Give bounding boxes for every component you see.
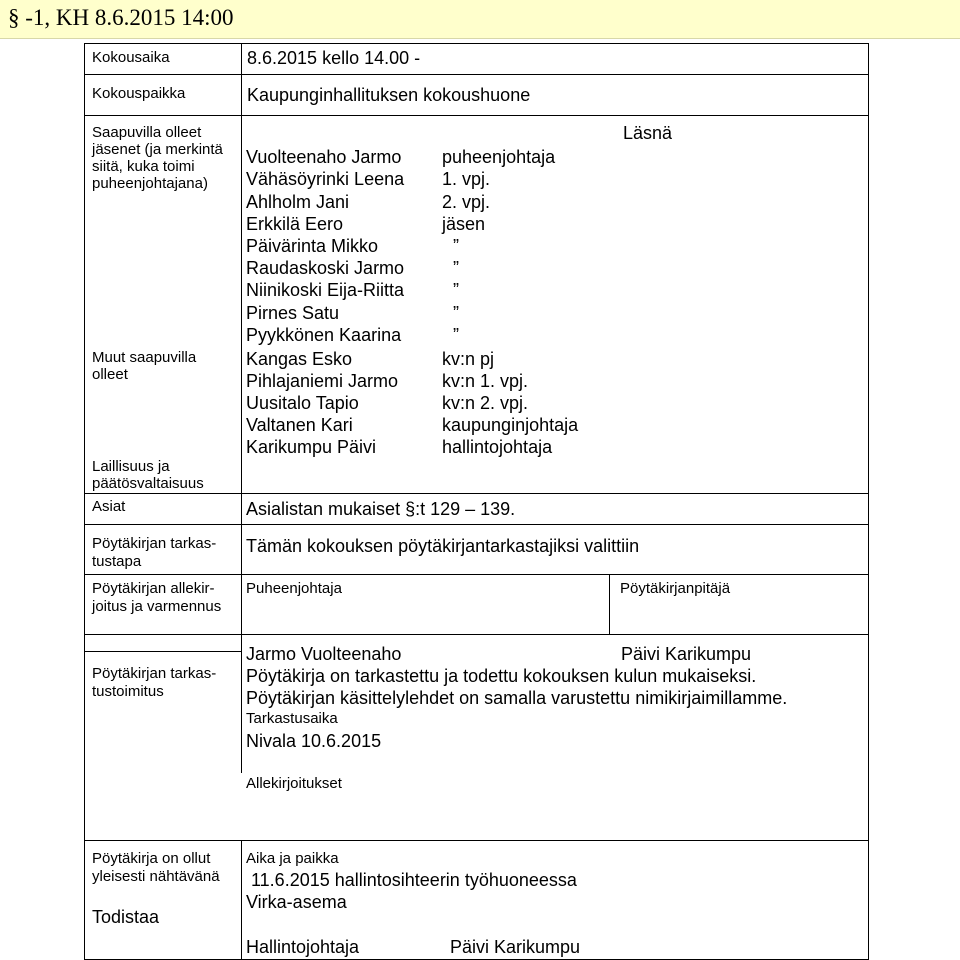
other-role: hallintojohtaja	[442, 437, 553, 457]
inspection-method-label-line: Pöytäkirjan tarkas-	[92, 535, 217, 552]
meeting-time-label: Kokousaika	[92, 49, 170, 66]
display-signer-name: Päivi Karikumpu	[450, 937, 581, 957]
others-label-line: olleet	[92, 366, 128, 383]
member-name: Vähäsöyrinki Leena	[246, 169, 405, 189]
others-label-line: Muut saapuvilla	[92, 349, 197, 366]
member-role: ”	[453, 236, 459, 256]
chair-name: Jarmo Vuolteenaho	[246, 644, 402, 664]
meeting-place-label: Kokouspaikka	[92, 85, 186, 102]
table-line	[84, 634, 869, 635]
display-position-label: Virka-asema	[246, 892, 347, 912]
other-name: Valtanen Kari	[246, 415, 353, 435]
inspection-method-label-line: tustapa	[92, 553, 142, 570]
other-name: Pihlajaniemi Jarmo	[246, 371, 399, 391]
matters-label: Asiat	[92, 498, 126, 515]
member-role: ”	[453, 303, 459, 323]
matters-value: Asialistan mukaiset §:t 129 – 139.	[246, 499, 516, 519]
other-name: Karikumpu Päivi	[246, 437, 377, 457]
other-role: kv:n 1. vpj.	[442, 371, 529, 391]
signing-label-line: joitus ja varmennus	[92, 598, 222, 615]
member-role: puheenjohtaja	[442, 147, 556, 167]
member-name: Raudaskoski Jarmo	[246, 258, 405, 278]
legality-label-line: Laillisuus ja	[92, 458, 170, 475]
attendees-label-line: jäsenet (ja merkintä	[92, 141, 223, 158]
table-line	[84, 43, 85, 960]
member-name: Vuolteenaho Jarmo	[246, 147, 402, 167]
table-line	[84, 43, 869, 44]
display-position-value: Hallintojohtaja	[246, 937, 360, 957]
attendees-label-line: Saapuvilla olleet	[92, 124, 202, 141]
member-role: ”	[453, 325, 459, 345]
table-line	[241, 43, 242, 651]
meeting-place-value: Kaupunginhallituksen kokoushuone	[247, 85, 531, 105]
secretary-label: Pöytäkirjanpitäjä	[620, 580, 731, 597]
display-label-line: yleisesti nähtävänä	[92, 868, 220, 885]
display-label-line: Pöytäkirja on ollut	[92, 850, 211, 867]
other-role: kaupunginjohtaja	[442, 415, 579, 435]
table-line	[241, 840, 242, 959]
table-line	[84, 574, 869, 575]
inspection-place-value: Nivala 10.6.2015	[246, 731, 382, 751]
table-line	[241, 651, 242, 773]
document-header	[0, 0, 960, 39]
certify-label: Todistaa	[92, 907, 160, 927]
table-line	[84, 524, 869, 525]
display-time-place-value: 11.6.2015 hallintosihteerin työhuoneessa	[251, 870, 577, 890]
inspection-label-line: Pöytäkirjan tarkas-	[92, 665, 217, 682]
member-role: ”	[453, 258, 459, 278]
legality-label-line: päätösvaltaisuus	[92, 475, 204, 492]
table-line	[609, 574, 610, 634]
inspection-text-line: Pöytäkirjan käsittelylehdet on samalla varustettu nimikirjaimillamme.	[246, 688, 788, 708]
table-line	[84, 651, 242, 652]
other-name: Uusitalo Tapio	[246, 393, 359, 413]
member-name: Erkkilä Eero	[246, 214, 344, 234]
inspection-label-line: tustoimitus	[92, 683, 164, 700]
member-role: ”	[453, 280, 459, 300]
table-line	[84, 115, 869, 116]
other-name: Kangas Esko	[246, 349, 353, 369]
member-name: Niinikoski Eija-Riitta	[246, 280, 405, 300]
member-role: jäsen	[442, 214, 486, 234]
other-role: kv:n 2. vpj.	[442, 393, 529, 413]
member-role: 1. vpj.	[442, 169, 491, 189]
inspection-place-label: Tarkastusaika	[246, 710, 338, 727]
header-title: § -1, KH 8.6.2015 14:00	[8, 5, 234, 30]
present-header: Läsnä	[623, 123, 673, 143]
attendees-label-line: puheenjohtajana)	[92, 175, 208, 192]
attendees-label-line: siitä, kuka toimi	[92, 158, 195, 175]
member-name: Ahlholm Jani	[246, 192, 350, 212]
member-name: Päivärinta Mikko	[246, 236, 379, 256]
table-line	[84, 840, 869, 841]
secretary-name: Päivi Karikumpu	[621, 644, 752, 664]
signatures-label: Allekirjoitukset	[246, 775, 342, 792]
chair-label: Puheenjohtaja	[246, 580, 342, 597]
member-name: Pirnes Satu	[246, 303, 340, 323]
table-line	[84, 74, 869, 75]
member-name: Pyykkönen Kaarina	[246, 325, 402, 345]
signing-label-line: Pöytäkirjan allekir-	[92, 580, 215, 597]
table-line	[84, 493, 869, 494]
inspection-method-value: Tämän kokouksen pöytäkirjantarkastajiksi valittiin	[246, 536, 640, 556]
member-role: 2. vpj.	[442, 192, 491, 212]
table-line	[868, 43, 869, 960]
display-time-place-label: Aika ja paikka	[246, 850, 339, 867]
meeting-time-value: 8.6.2015 kello 14.00 -	[247, 48, 421, 68]
inspection-text-line: Pöytäkirja on tarkastettu ja todettu kokouksen kulun mukaiseksi.	[246, 666, 757, 686]
other-role: kv:n pj	[442, 349, 495, 369]
